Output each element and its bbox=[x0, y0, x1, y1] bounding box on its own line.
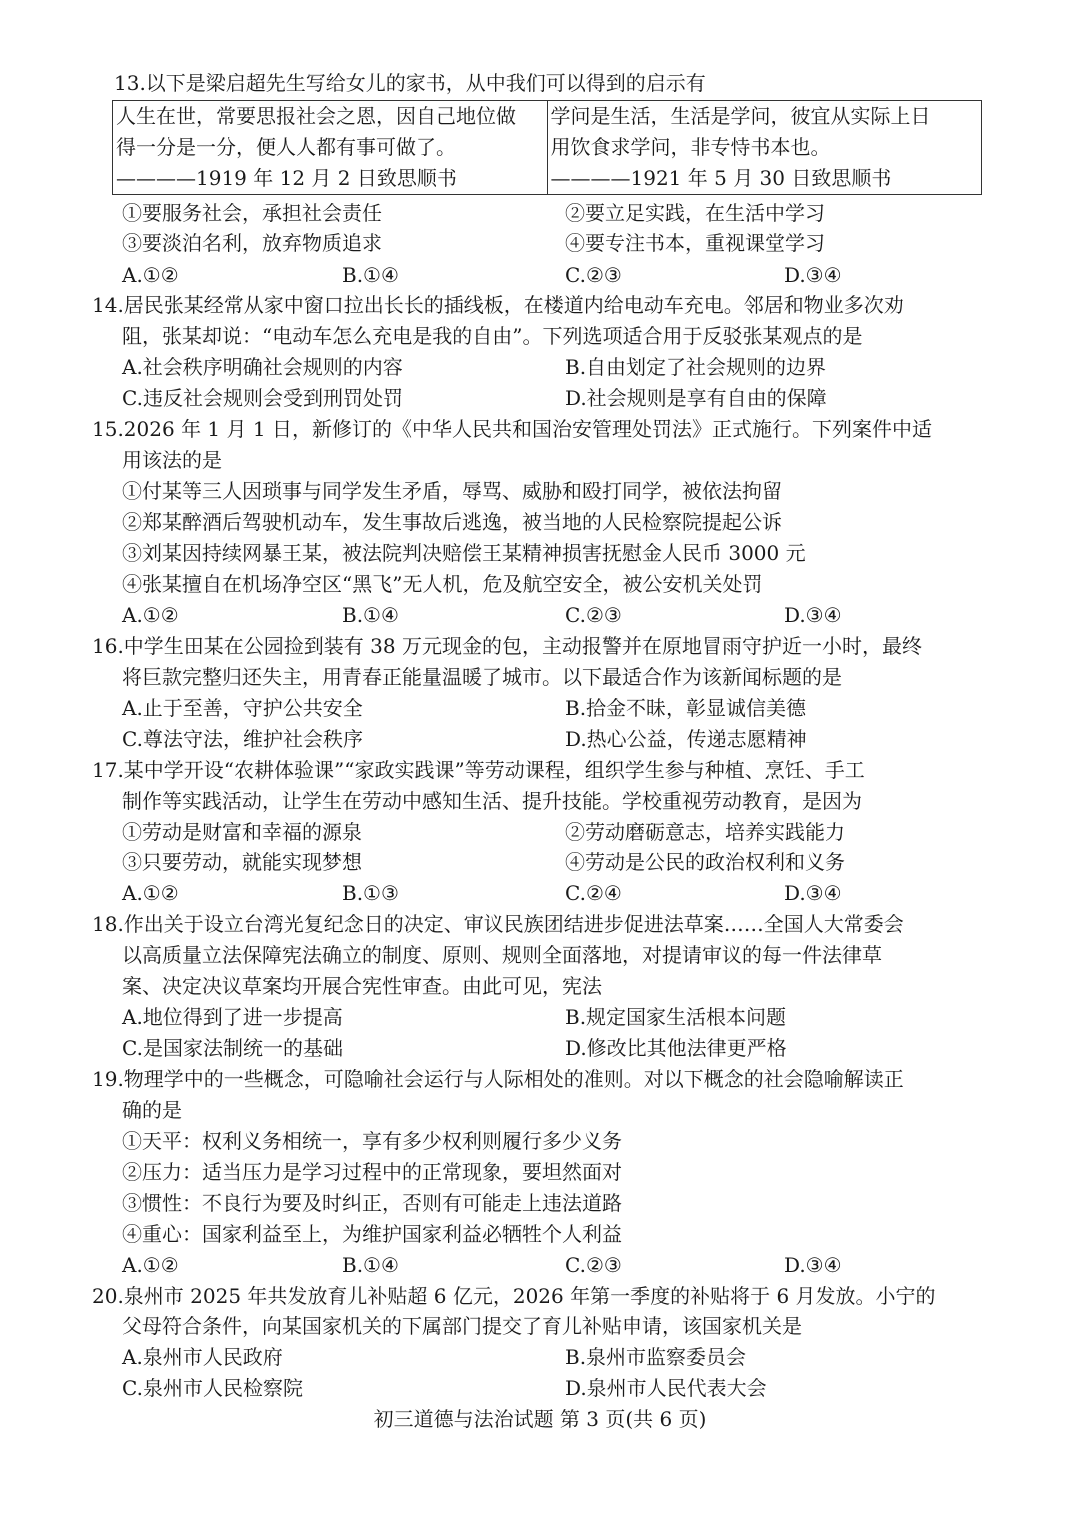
q13-option-a: A.①② bbox=[122, 263, 179, 287]
quote-right-line: 学问是生活，生活是学问，彼宜从实际上日 bbox=[550, 104, 931, 128]
q15-option-a: A.①② bbox=[122, 603, 179, 627]
q18-option-b: B.规定国家生活根本问题 bbox=[565, 1005, 787, 1029]
q19-stem: 确的是 bbox=[122, 1098, 182, 1122]
q19-item-1: ①天平：权利义务相统一，享有多少权利则履行多少义务 bbox=[122, 1129, 622, 1153]
q14-stem: 14.居民张某经常从家中窗口拉出长长的插线板，在楼道内给电动车充电。邻居和物业多次劝 bbox=[92, 293, 904, 317]
quote-left-line: 得一分是一分，便人人都有事可做了。 bbox=[116, 135, 456, 159]
q19-item-3: ③惯性：不良行为要及时纠正，否则有可能走上违法道路 bbox=[122, 1191, 622, 1215]
q13-stem: 13.以下是梁启超先生写给女儿的家书，从中我们可以得到的启示有 bbox=[114, 71, 706, 95]
quote-right bbox=[547, 101, 982, 195]
q19-option-b: B.①④ bbox=[342, 1253, 399, 1277]
quote-right-date: ————1921 年 5 月 30 日致思顺书 bbox=[550, 166, 892, 190]
q14-option-a: A.社会秩序明确社会规则的内容 bbox=[122, 355, 403, 379]
q15-item-3: ③刘某因持续网暴王某，被法院判决赔偿王某精神损害抚慰金人民币 3000 元 bbox=[122, 541, 806, 565]
q15-stem: 用该法的是 bbox=[122, 448, 222, 472]
q18-stem: 案、决定决议草案均开展合宪性审查。由此可见，宪法 bbox=[122, 974, 602, 998]
q17-item-1: ①劳动是财富和幸福的源泉 bbox=[122, 820, 362, 844]
q15-item-4: ④张某擅自在机场净空区“黑飞”无人机，危及航空安全，被公安机关处罚 bbox=[122, 572, 763, 596]
q14-option-d: D.社会规则是享有自由的保障 bbox=[565, 386, 827, 410]
q16-stem: 将巨款完整归还失主，用青春正能量温暖了城市。以下最适合作为该新闻标题的是 bbox=[122, 665, 842, 689]
q19-option-d: D.③④ bbox=[784, 1253, 842, 1277]
q20-stem: 父母符合条件，向某国家机关的下属部门提交了育儿补贴申请，该国家机关是 bbox=[122, 1314, 802, 1338]
q14-option-c: C.违反社会规则会受到刑罚处罚 bbox=[122, 386, 403, 410]
q19-item-4: ④重心：国家利益至上，为维护国家利益必牺牲个人利益 bbox=[122, 1222, 622, 1246]
q13-quote-table bbox=[112, 100, 982, 195]
q17-item-4: ④劳动是公民的政治权利和义务 bbox=[565, 850, 845, 874]
q13-item-4: ④要专注书本，重视课堂学习 bbox=[565, 231, 825, 255]
q17-stem: 制作等实践活动，让学生在劳动中感知生活、提升技能。学校重视劳动教育，是因为 bbox=[122, 789, 862, 813]
q13-item-1: ①要服务社会，承担社会责任 bbox=[122, 201, 382, 225]
q19-option-c: C.②③ bbox=[565, 1253, 622, 1277]
q18-stem: 18.作出关于设立台湾光复纪念日的决定、审议民族团结进步促进法草案……全国人大常委会 bbox=[92, 912, 904, 936]
q15-option-c: C.②③ bbox=[565, 603, 622, 627]
q15-item-1: ①付某等三人因琐事与同学发生矛盾，辱骂、威胁和殴打同学，被依法拘留 bbox=[122, 479, 782, 503]
q15-item-2: ②郑某醉酒后驾驶机动车，发生事故后逃逸，被当地的人民检察院提起公诉 bbox=[122, 510, 782, 534]
q13-option-b: B.①④ bbox=[342, 263, 399, 287]
q16-option-a: A.止于至善，守护公共安全 bbox=[122, 696, 363, 720]
q19-option-a: A.①② bbox=[122, 1253, 179, 1277]
q14-option-b: B.自由划定了社会规则的边界 bbox=[565, 355, 827, 379]
q14-stem: 阻，张某却说：“电动车怎么充电是我的自由”。下列选项适合用于反驳张某观点的是 bbox=[122, 324, 863, 348]
page-footer: 初三道德与法治试题 第 3 页(共 6 页) bbox=[373, 1407, 707, 1431]
q17-option-b: B.①③ bbox=[342, 881, 399, 905]
quote-right-line: 用饮食求学问，非专恃书本也。 bbox=[550, 135, 831, 159]
q17-option-d: D.③④ bbox=[784, 881, 842, 905]
q16-option-d: D.热心公益，传递志愿精神 bbox=[565, 727, 807, 751]
quote-left-date: ————1919 年 12 月 2 日致思顺书 bbox=[116, 166, 457, 190]
q17-option-c: C.②④ bbox=[565, 881, 622, 905]
q17-item-3: ③只要劳动，就能实现梦想 bbox=[122, 850, 362, 874]
q20-stem: 20.泉州市 2025 年共发放育儿补贴超 6 亿元，2026 年第一季度的补贴将于 6 月发放。小宁的 bbox=[92, 1284, 936, 1308]
q20-option-a: A.泉州市人民政府 bbox=[122, 1345, 283, 1369]
q19-item-2: ②压力：适当压力是学习过程中的正常现象，要坦然面对 bbox=[122, 1160, 622, 1184]
q18-option-c: C.是国家法制统一的基础 bbox=[122, 1036, 343, 1060]
q16-option-c: C.尊法守法，维护社会秩序 bbox=[122, 727, 363, 751]
q15-stem: 15.2026 年 1 月 1 日，新修订的《中华人民共和国治安管理处罚法》正式施行。下列案件中适 bbox=[92, 417, 932, 441]
q13-item-2: ②要立足实践，在生活中学习 bbox=[565, 201, 825, 225]
quote-left-line: 人生在世，常要思报社会之恩，因自己地位做 bbox=[116, 104, 516, 128]
q13-item-3: ③要淡泊名利，放弃物质追求 bbox=[122, 231, 382, 255]
q20-option-b: B.泉州市监察委员会 bbox=[565, 1345, 747, 1369]
q18-option-a: A.地位得到了进一步提高 bbox=[122, 1005, 343, 1029]
q15-option-b: B.①④ bbox=[342, 603, 399, 627]
q20-option-c: C.泉州市人民检察院 bbox=[122, 1376, 303, 1400]
q13-option-c: C.②③ bbox=[565, 263, 622, 287]
q18-stem: 以高质量立法保障宪法确立的制度、原则、规则全面落地，对提请审议的每一件法律草 bbox=[122, 943, 882, 967]
q19-stem: 19.物理学中的一些概念，可隐喻社会运行与人际相处的准则。对以下概念的社会隐喻解读正 bbox=[92, 1067, 904, 1091]
q17-option-a: A.①② bbox=[122, 881, 179, 905]
q18-option-d: D.修改比其他法律更严格 bbox=[565, 1036, 787, 1060]
q13-option-d: D.③④ bbox=[784, 263, 842, 287]
q20-option-d: D.泉州市人民代表大会 bbox=[565, 1376, 767, 1400]
quote-left bbox=[113, 101, 548, 195]
q16-stem: 16.中学生田某在公园捡到装有 38 万元现金的包，主动报警并在原地冒雨守护近一小时，最终 bbox=[92, 634, 922, 658]
q17-stem: 17.某中学开设“农耕体验课”“家政实践课”等劳动课程，组织学生参与种植、烹饪、手工 bbox=[92, 758, 865, 782]
q15-option-d: D.③④ bbox=[784, 603, 842, 627]
q17-item-2: ②劳动磨砺意志，培养实践能力 bbox=[565, 820, 845, 844]
q16-option-b: B.拾金不昧，彰显诚信美德 bbox=[565, 696, 807, 720]
